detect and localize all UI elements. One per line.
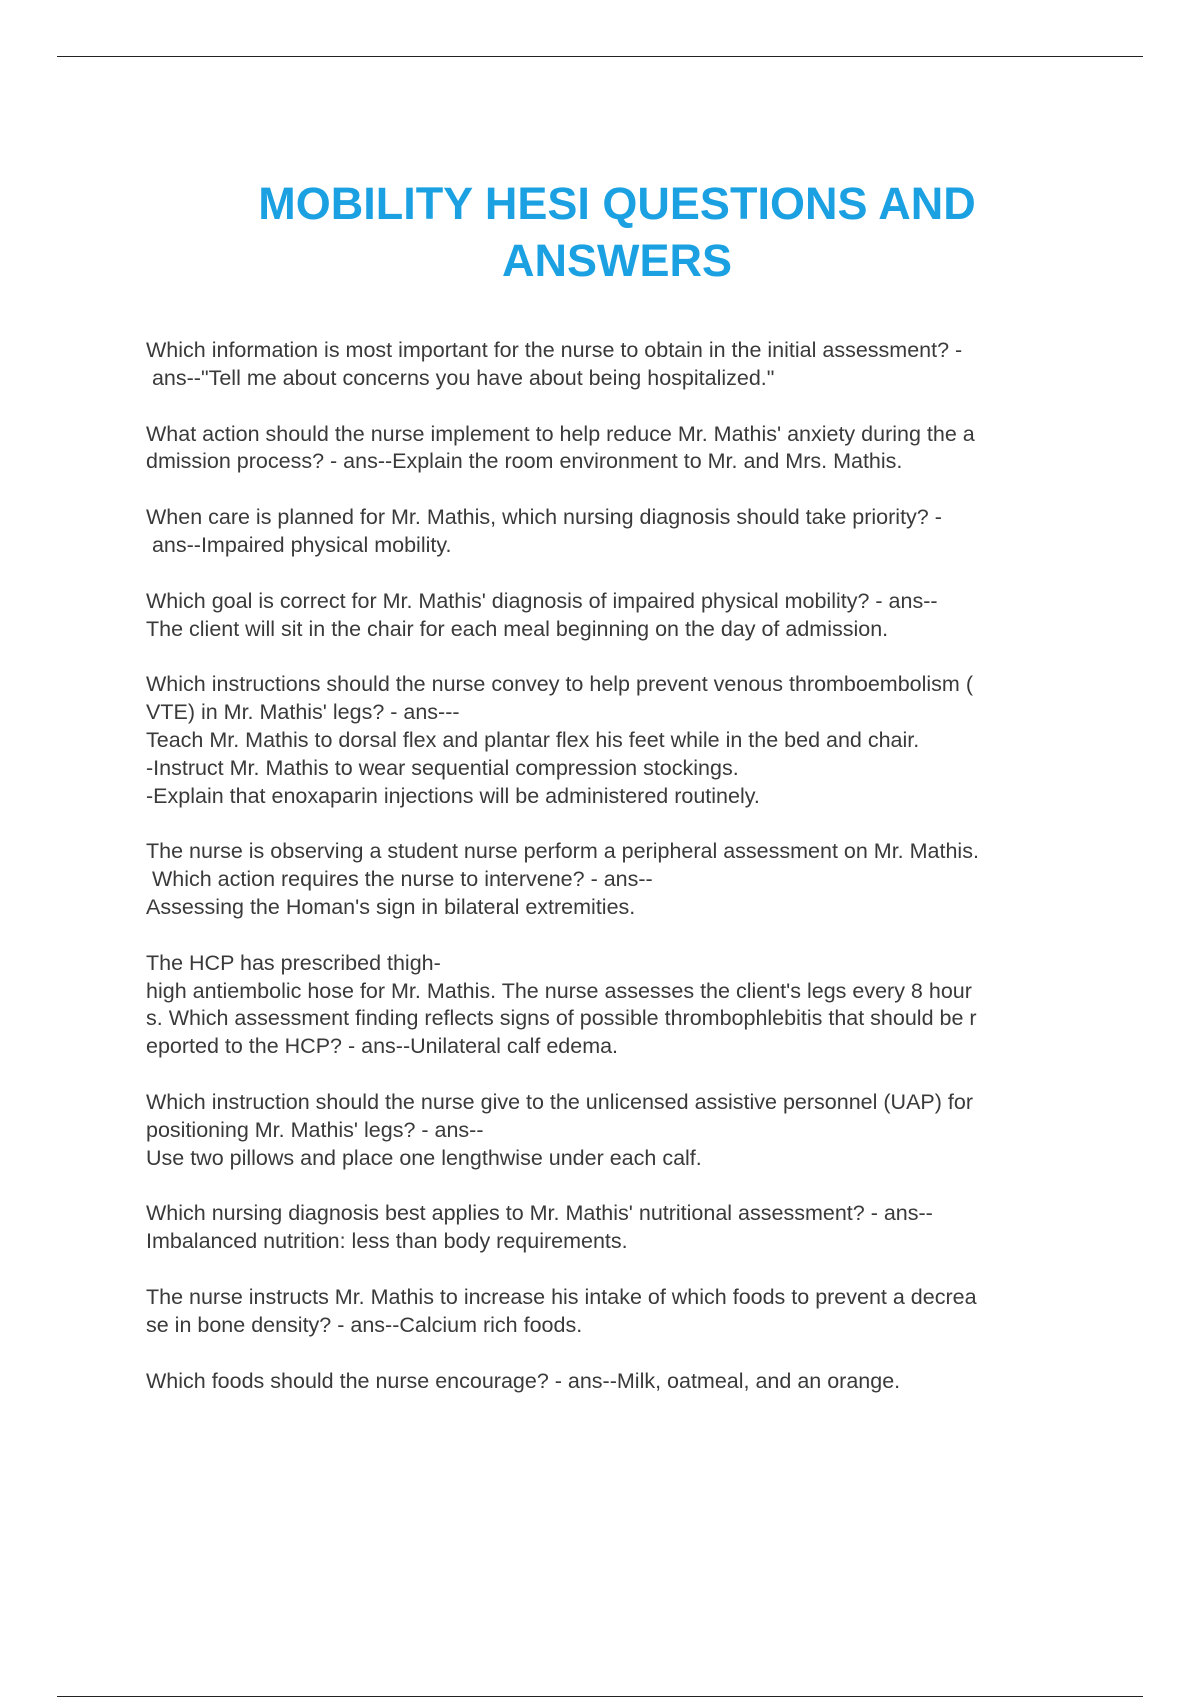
qa-paragraph [146,337,1086,393]
qa-line: -Instruct Mr. Mathis to wear sequential compression stockings. [146,755,739,780]
title-line: ANSWERS [501,235,732,286]
qa-line: The HCP has prescribed thigh- [146,950,441,975]
qa-line: The client will sit in the chair for each meal beginning on the day of admission. [146,616,889,641]
qa-line: What action should the nurse implement to help reduce Mr. Mathis' anxiety during the a [146,421,975,446]
qa-line: Assessing the Homan's sign in bilateral extremities. [146,894,636,919]
top-divider [57,56,1143,57]
qa-line: VTE) in Mr. Mathis' legs? - ans--- [146,700,460,725]
qa-line: dmission process? - ans--Explain the room environment to Mr. and Mrs. Mathis. [146,449,903,474]
qa-line: Which foods should the nurse encourage? - ans--Milk, oatmeal, and an orange. [146,1368,901,1393]
title-line: MOBILITY HESI QUESTIONS AND [258,178,976,229]
qa-line: Use two pillows and place one lengthwise under each calf. [146,1145,702,1170]
qa-line: -Explain that enoxaparin injections will be administered routinely. [146,783,760,808]
qa-line: Teach Mr. Mathis to dorsal flex and plantar flex his feet while in the bed and chair. [146,727,920,752]
qa-line: Which information is most important for the nurse to obtain in the initial assessment? - [146,338,963,362]
qa-line: s. Which assessment finding reflects signs of possible thrombophlebitis that should be r [146,1006,977,1031]
qa-paragraph [146,421,1086,477]
qa-line: Which instruction should the nurse give to the unlicensed assistive personnel (UAP) for [146,1089,973,1114]
qa-paragraph [146,504,1086,560]
qa-paragraph [146,838,1086,921]
qa-line: ans--"Tell me about concerns you have about being hospitalized." [146,365,775,390]
qa-line: The nurse instructs Mr. Mathis to increase his intake of which foods to prevent a decrea [146,1284,977,1309]
qa-line: Imbalanced nutrition: less than body requirements. [146,1229,628,1254]
qa-line: Which nursing diagnosis best applies to Mr. Mathis' nutritional assessment? - ans-- [146,1201,933,1226]
document-title [0,175,1200,289]
qa-line: Which action requires the nurse to intervene? - ans-- [146,867,653,892]
qa-paragraph [146,950,1086,1061]
qa-paragraph [146,1200,1086,1256]
bottom-divider [57,1696,1143,1697]
qa-line: Which goal is correct for Mr. Mathis' diagnosis of impaired physical mobility? - ans-- [146,588,938,613]
qa-paragraph [146,1368,1086,1396]
qa-line: eported to the HCP? - ans--Unilateral calf edema. [146,1034,619,1059]
qa-line: Which instructions should the nurse convey to help prevent venous thromboembolism ( [146,672,973,697]
qa-line: positioning Mr. Mathis' legs? - ans-- [146,1117,484,1142]
qa-paragraph [146,1284,1086,1340]
qa-paragraph [146,671,1086,810]
qa-line: When care is planned for Mr. Mathis, which nursing diagnosis should take priority? - [146,505,942,530]
qa-paragraph [146,1089,1086,1172]
qa-line: The nurse is observing a student nurse perform a peripheral assessment on Mr. Mathis. [146,839,979,864]
qa-line: high antiembolic hose for Mr. Mathis. The nurse assesses the client's legs every 8 hour [146,978,972,1003]
qa-paragraph [146,588,1086,644]
document-body [146,337,1086,1423]
qa-line: se in bone density? - ans--Calcium rich foods. [146,1312,583,1337]
qa-line: ans--Impaired physical mobility. [146,532,452,557]
